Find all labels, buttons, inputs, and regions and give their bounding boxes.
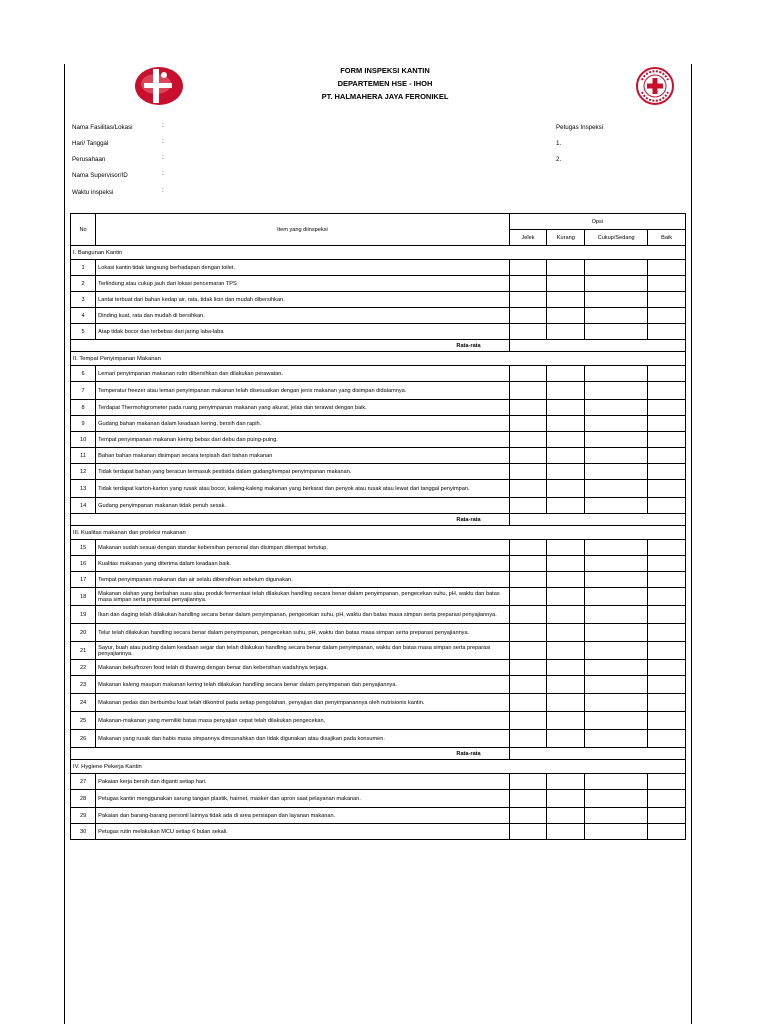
right-margin-line (691, 64, 692, 1024)
rating-cell-kurang[interactable] (547, 432, 585, 448)
rating-cell-kurang[interactable] (547, 400, 585, 416)
item-number: 5 (71, 324, 96, 340)
department-title: DEPARTEMEN HSE - IHOH (337, 79, 433, 88)
inspection-table (70, 213, 686, 840)
table-row (71, 260, 686, 276)
company-title: PT. HALMAHERA JAYA FERONIKEL (321, 92, 449, 101)
rating-cell-cukup[interactable] (585, 606, 648, 624)
item-text: Makanan-makanan yang memiliki batas masa penyajian cepat telah dilakukan pengecekan. (96, 712, 509, 730)
item-number: 25 (71, 712, 96, 730)
col-header-kurang: Kurang (547, 230, 585, 246)
inspection-table-body (71, 246, 686, 840)
item-number: 17 (71, 572, 96, 588)
table-row (71, 642, 686, 660)
rating-cell-baik[interactable] (648, 774, 686, 790)
item-number: 24 (71, 694, 96, 712)
rating-cell-kurang[interactable] (547, 276, 585, 292)
section-title: II. Tempat Penyimpanan Makanan (71, 352, 686, 366)
table-row (71, 808, 686, 824)
item-number: 6 (71, 366, 96, 382)
item-text: Bahan bahan makanan disimpan secara terpisah dari bahan makanan (96, 448, 509, 464)
item-number: 29 (71, 808, 96, 824)
rating-cell-kurang[interactable] (547, 556, 585, 572)
field-label-lokasi: Nama Fasilitas/Lokasi (72, 124, 133, 131)
table-row (71, 660, 686, 676)
rata-rata-row (71, 748, 686, 760)
rating-cell-jelek[interactable] (509, 400, 547, 416)
item-text: Sayur, buah atau puding dalam keadaan segar dan telah dilakukan handling secara benar dalam penyimpanan, waktu dan batas masa simpan serta preparasi penyajiannya. (96, 642, 509, 660)
rating-cell-cukup[interactable] (585, 448, 648, 464)
field-label-perusahaan: Perusahaan (72, 156, 106, 163)
rating-cell-cukup[interactable] (585, 730, 648, 748)
section-row (71, 526, 686, 540)
rating-cell-jelek[interactable] (509, 660, 547, 676)
table-row (71, 556, 686, 572)
rating-cell-jelek[interactable] (509, 824, 547, 840)
col-header-no: No (71, 214, 96, 246)
rating-cell-baik[interactable] (648, 432, 686, 448)
rating-cell-baik[interactable] (648, 416, 686, 432)
item-number: 20 (71, 624, 96, 642)
item-number: 28 (71, 790, 96, 808)
section-title: III. Kualitas makanan dan proteksi makanan (71, 526, 686, 540)
rating-cell-cukup[interactable] (585, 774, 648, 790)
rating-cell-jelek[interactable] (509, 540, 547, 556)
rating-cell-kurang[interactable] (547, 572, 585, 588)
item-text: Lemari penyimpanan makanan rutin dibersihkan dan dilakukan perawatan. (96, 366, 509, 382)
rating-cell-cukup[interactable] (585, 432, 648, 448)
rating-cell-baik[interactable] (648, 324, 686, 340)
table-row (71, 540, 686, 556)
rating-cell-kurang[interactable] (547, 260, 585, 276)
rata-rata-row (71, 514, 686, 526)
col-header-jelek: Jelek (509, 230, 547, 246)
rating-cell-cukup[interactable] (585, 540, 648, 556)
item-text: Telur telah dilakukan handling secara benar dalam penyimpanan, pengecekan suhu, pH, waktu dan batas masa simpan serta preparasi penyajiannya. (96, 624, 509, 642)
petugas-1: 1. (556, 140, 562, 147)
item-number: 23 (71, 676, 96, 694)
table-row (71, 730, 686, 748)
rating-cell-cukup[interactable] (585, 292, 648, 308)
rating-cell-cukup[interactable] (585, 676, 648, 694)
rating-cell-baik[interactable] (648, 642, 686, 660)
item-text: Makanan pedas dan berbumbu kuat telah dikontrol pada setiap pengolahan, penyajian dan penyimpanannya oleh nutrisionis kantin. (96, 694, 509, 712)
field-colon: : (162, 138, 164, 145)
item-text: Pakaian kerja bersih dan diganti setiap hari. (96, 774, 509, 790)
field-label-tanggal: Hari/ Tanggal (72, 140, 109, 147)
rating-cell-kurang[interactable] (547, 416, 585, 432)
table-row (71, 588, 686, 606)
first-aid-seal-icon (636, 67, 674, 105)
rating-cell-baik[interactable] (648, 260, 686, 276)
rating-cell-jelek[interactable] (509, 694, 547, 712)
rating-cell-baik[interactable] (648, 624, 686, 642)
item-number: 10 (71, 432, 96, 448)
rating-cell-cukup[interactable] (585, 464, 648, 480)
rating-cell-kurang[interactable] (547, 774, 585, 790)
table-row (71, 324, 686, 340)
rating-cell-baik[interactable] (648, 498, 686, 514)
rating-cell-baik[interactable] (648, 824, 686, 840)
table-row (71, 676, 686, 694)
item-text: Makanan beku/frozen food telah di thawing dengan benar dan kebersihan wadahnya terjaga. (96, 660, 509, 676)
item-number: 4 (71, 308, 96, 324)
table-row (71, 498, 686, 514)
rating-cell-cukup[interactable] (585, 260, 648, 276)
item-text: Tempat penyimpanan makanan kering bebas dari debu dan puing-puing. (96, 432, 509, 448)
rating-cell-kurang[interactable] (547, 588, 585, 606)
item-text: Terlindung atau cukup jauh dari lokasi pencemaran TPS (96, 276, 509, 292)
rating-cell-jelek[interactable] (509, 416, 547, 432)
table-row (71, 366, 686, 382)
item-text: Atap tidak bocor dan terbebas dari jaring laba-laba (96, 324, 509, 340)
field-colon: : (162, 154, 164, 161)
item-number: 3 (71, 292, 96, 308)
rating-cell-baik[interactable] (648, 400, 686, 416)
table-row (71, 416, 686, 432)
item-number: 27 (71, 774, 96, 790)
item-number: 11 (71, 448, 96, 464)
table-row (71, 432, 686, 448)
rating-cell-baik[interactable] (648, 660, 686, 676)
rating-cell-jelek[interactable] (509, 276, 547, 292)
rating-cell-jelek[interactable] (509, 572, 547, 588)
rata-rata-row (71, 340, 686, 352)
rating-cell-cukup[interactable] (585, 276, 648, 292)
rata-rata-value-cell[interactable] (509, 340, 685, 352)
rating-cell-baik[interactable] (648, 808, 686, 824)
rating-cell-jelek[interactable] (509, 448, 547, 464)
item-text: Makanan kaleng maupun makanan kering telah dilakukan handling secara benar dalam penyimpanan dan penyajiannya. (96, 676, 509, 694)
item-number: 30 (71, 824, 96, 840)
rating-cell-baik[interactable] (648, 572, 686, 588)
rating-cell-kurang[interactable] (547, 480, 585, 498)
rating-cell-jelek[interactable] (509, 498, 547, 514)
item-number: 16 (71, 556, 96, 572)
item-text: Pakaian dan barang-barang personil lainnya tidak ada di area persiapan dan layanan makanan. (96, 808, 509, 824)
rating-cell-baik[interactable] (648, 308, 686, 324)
item-text: Tempat penyimpanan makanan dan air selalu dibersihkan sebelum digunakan. (96, 572, 509, 588)
rata-rata-label: Rata-rata (71, 340, 510, 352)
rating-cell-baik[interactable] (648, 676, 686, 694)
rating-cell-cukup[interactable] (585, 498, 648, 514)
rating-cell-cukup[interactable] (585, 400, 648, 416)
item-number: 15 (71, 540, 96, 556)
rating-cell-jelek[interactable] (509, 606, 547, 624)
item-text: Temperatur freezer atau lemari penyimpanan makanan telah disesuaikan dengan jenis makanan yang disimpan didalamnya. (96, 382, 509, 400)
rating-cell-jelek[interactable] (509, 730, 547, 748)
field-label-waktu: Waktu inspeksi (72, 189, 114, 196)
rating-cell-kurang[interactable] (547, 824, 585, 840)
table-row (71, 606, 686, 624)
rating-cell-kurang[interactable] (547, 694, 585, 712)
table-row (71, 400, 686, 416)
item-number: 1 (71, 260, 96, 276)
form-title: FORM INSPEKSI KANTIN (340, 66, 430, 75)
form-titles (270, 64, 500, 103)
table-row (71, 624, 686, 642)
rating-cell-kurang[interactable] (547, 790, 585, 808)
item-number: 8 (71, 400, 96, 416)
rating-cell-cukup[interactable] (585, 416, 648, 432)
col-header-baik: Baik (648, 230, 686, 246)
item-number: 2 (71, 276, 96, 292)
table-row (71, 292, 686, 308)
rating-cell-baik[interactable] (648, 382, 686, 400)
rating-cell-cukup[interactable] (585, 588, 648, 606)
rata-rata-value-cell[interactable] (509, 748, 685, 760)
item-text: Makanan olahan yang berbahan susu atau produk fermentasi telah dilakukan handling secara benar dalam penyimpanan, pengecekan suhu, pH, waktu dan batas masa simpan serta preparasi penyajiannya. (96, 588, 509, 606)
table-row (71, 824, 686, 840)
rating-cell-baik[interactable] (648, 606, 686, 624)
rating-cell-baik[interactable] (648, 556, 686, 572)
rating-cell-jelek[interactable] (509, 464, 547, 480)
col-header-opsi: Opsi (509, 214, 685, 230)
section-row (71, 760, 686, 774)
item-number: 9 (71, 416, 96, 432)
item-number: 26 (71, 730, 96, 748)
rating-cell-cukup[interactable] (585, 382, 648, 400)
rating-cell-baik[interactable] (648, 588, 686, 606)
rating-cell-cukup[interactable] (585, 308, 648, 324)
field-colon: : (162, 170, 164, 177)
rating-cell-kurang[interactable] (547, 660, 585, 676)
rating-cell-baik[interactable] (648, 480, 686, 498)
rating-cell-kurang[interactable] (547, 540, 585, 556)
rating-cell-baik[interactable] (648, 694, 686, 712)
rating-cell-jelek[interactable] (509, 432, 547, 448)
rating-cell-baik[interactable] (648, 712, 686, 730)
rating-cell-kurang[interactable] (547, 712, 585, 730)
rating-cell-jelek[interactable] (509, 712, 547, 730)
item-text: Gudang penyimpanan makanan tidak penuh sesak. (96, 498, 509, 514)
rating-cell-baik[interactable] (648, 540, 686, 556)
rating-cell-kurang[interactable] (547, 448, 585, 464)
col-header-item: Item yang diinspeksi (96, 214, 509, 246)
item-text: Kualitas makanan yang diterima dalam keadaan baik. (96, 556, 509, 572)
rata-rata-value-cell[interactable] (509, 514, 685, 526)
rating-cell-cukup[interactable] (585, 624, 648, 642)
rating-cell-baik[interactable] (648, 366, 686, 382)
rating-cell-jelek[interactable] (509, 808, 547, 824)
rating-cell-cukup[interactable] (585, 324, 648, 340)
field-colon: : (162, 187, 164, 194)
rating-cell-cukup[interactable] (585, 712, 648, 730)
rata-rata-label: Rata-rata (71, 514, 510, 526)
item-text: Petugas kantin menggunakan sarung tangan plastik, hairnet, masker dan apron saat pelayanan makanan. (96, 790, 509, 808)
item-text: Terdapat Thermohigrometer pada ruang penyimpanan makanan yang akurat, jelas dan terawat dengan baik. (96, 400, 509, 416)
rating-cell-cukup[interactable] (585, 694, 648, 712)
section-row (71, 352, 686, 366)
table-row (71, 480, 686, 498)
rating-cell-jelek[interactable] (509, 292, 547, 308)
rating-cell-kurang[interactable] (547, 642, 585, 660)
rating-cell-jelek[interactable] (509, 382, 547, 400)
item-text: Lantai terbuat dari bahan kedap air, rata, tidak licin dan mudah dibersihkan. (96, 292, 509, 308)
rating-cell-kurang[interactable] (547, 308, 585, 324)
rating-cell-cukup[interactable] (585, 642, 648, 660)
item-number: 7 (71, 382, 96, 400)
rating-cell-baik[interactable] (648, 790, 686, 808)
rating-cell-kurang[interactable] (547, 292, 585, 308)
rata-rata-label: Rata-rata (71, 748, 510, 760)
left-margin-line (64, 64, 65, 1024)
rating-cell-jelek[interactable] (509, 676, 547, 694)
rating-cell-kurang[interactable] (547, 730, 585, 748)
company-logo-icon (132, 64, 186, 108)
rating-cell-kurang[interactable] (547, 498, 585, 514)
table-row (71, 572, 686, 588)
rating-cell-jelek[interactable] (509, 324, 547, 340)
item-text: Ikan dan daging telah dilakukan handling secara benar dalam penyimpanan, pengecekan suhu, pH, waktu dan batas masa simpan serta preparasi penyajiannya. (96, 606, 509, 624)
section-row (71, 246, 686, 260)
item-number: 18 (71, 588, 96, 606)
rating-cell-baik[interactable] (648, 292, 686, 308)
petugas-2: 2. (556, 156, 562, 163)
rating-cell-kurang[interactable] (547, 624, 585, 642)
rating-cell-kurang[interactable] (547, 382, 585, 400)
table-row (71, 712, 686, 730)
table-row (71, 464, 686, 480)
item-number: 22 (71, 660, 96, 676)
rating-cell-cukup[interactable] (585, 790, 648, 808)
table-row (71, 448, 686, 464)
table-row (71, 308, 686, 324)
field-label-supervisor: Nama Supervisor/ID (72, 172, 128, 179)
rating-cell-cukup[interactable] (585, 556, 648, 572)
item-text: Tidak terdapat bahan yang beracun termasuk pestisida dalam gudang/tempat penyimpanan makanan. (96, 464, 509, 480)
rating-cell-cukup[interactable] (585, 572, 648, 588)
rating-cell-baik[interactable] (648, 448, 686, 464)
section-title: I. Bangunan Kantin (71, 246, 686, 260)
item-number: 12 (71, 464, 96, 480)
rating-cell-jelek[interactable] (509, 308, 547, 324)
rating-cell-cukup[interactable] (585, 824, 648, 840)
item-text: Makanan yang rusak dan habis masa simpannya dimusnahkan dan tidak digunakan atau disajikan pada konsumen. (96, 730, 509, 748)
rating-cell-jelek[interactable] (509, 790, 547, 808)
field-colon: : (162, 122, 164, 129)
rating-cell-cukup[interactable] (585, 480, 648, 498)
rating-cell-baik[interactable] (648, 464, 686, 480)
rating-cell-kurang[interactable] (547, 324, 585, 340)
item-number: 21 (71, 642, 96, 660)
rating-cell-kurang[interactable] (547, 606, 585, 624)
item-text: Lokasi kantin tidak langsung berhadapan dengan toilet. (96, 260, 509, 276)
rating-cell-cukup[interactable] (585, 660, 648, 676)
rating-cell-kurang[interactable] (547, 464, 585, 480)
item-text: Petugas rutin melakukan MCU setiap 6 bulan sekali. (96, 824, 509, 840)
rating-cell-baik[interactable] (648, 730, 686, 748)
rating-cell-jelek[interactable] (509, 480, 547, 498)
table-row (71, 276, 686, 292)
table-row (71, 694, 686, 712)
item-text: Tidak terdapat karton-karton yang rusak atau bocor, kaleng-kaleng makanan yang berkarat dan penyok atau rusak atau lewat dari tanggal penyimpan. (96, 480, 509, 498)
item-number: 19 (71, 606, 96, 624)
col-header-cukup: Cukup/Sedang (585, 230, 648, 246)
table-row (71, 790, 686, 808)
section-title: IV. Hygiene Pekerja Kantin (71, 760, 686, 774)
rating-cell-cukup[interactable] (585, 808, 648, 824)
petugas-label: Petugas Inspeksi (556, 124, 604, 131)
table-row (71, 382, 686, 400)
item-number: 14 (71, 498, 96, 514)
item-text: Makanan sudah sesuai dengan standar kebersihan personal dan disimpan ditempat tertutup. (96, 540, 509, 556)
table-row (71, 774, 686, 790)
item-number: 13 (71, 480, 96, 498)
rating-cell-kurang[interactable] (547, 808, 585, 824)
rating-cell-cukup[interactable] (585, 366, 648, 382)
rating-cell-jelek[interactable] (509, 624, 547, 642)
rating-cell-jelek[interactable] (509, 588, 547, 606)
rating-cell-jelek[interactable] (509, 774, 547, 790)
rating-cell-jelek[interactable] (509, 366, 547, 382)
rating-cell-kurang[interactable] (547, 676, 585, 694)
item-text: Dinding kuat, rata dan mudah di bersihkan. (96, 308, 509, 324)
rating-cell-jelek[interactable] (509, 642, 547, 660)
rating-cell-jelek[interactable] (509, 556, 547, 572)
rating-cell-jelek[interactable] (509, 260, 547, 276)
item-text: Gudang bahan makanan dalam keadaan kering, bersih dan rapih. (96, 416, 509, 432)
rating-cell-baik[interactable] (648, 276, 686, 292)
rating-cell-kurang[interactable] (547, 366, 585, 382)
